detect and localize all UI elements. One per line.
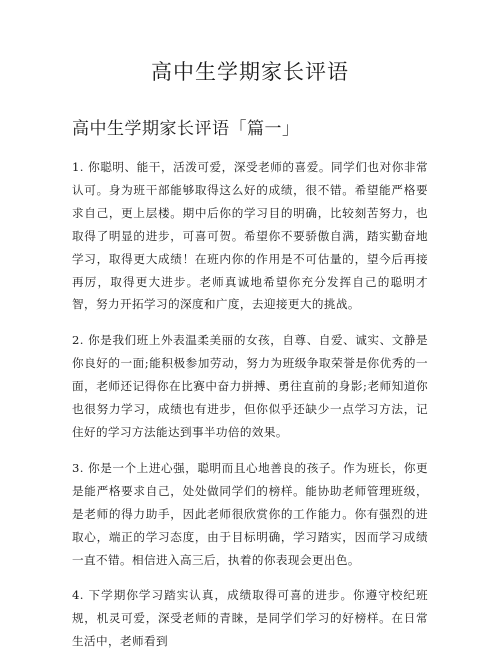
paragraph-2: 2. 你是我们班上外表温柔美丽的女孩，自尊、自爱、诚实、文静是你良好的一面;能积极参加劳动，努力为班级争取荣誉是你优秀的一面，老师还记得你在比赛中奋力拼搏、勇往直前的身影;老师知道你也很努力学习，成绩也有进步，但你似乎还缺少一点学习方法，记住好的学习方法能达到事半功倍的效果。: [72, 333, 428, 439]
paragraph-list: [72, 156, 428, 666]
document-title: 高中生学期家长评语: [151, 60, 349, 84]
paragraph-4: 4. 下学期你学习踏实认真，成绩取得可喜的进步。你遵守校纪班规，机灵可爱，深受老师的青睐，是同学们学习的好榜样。在日常生活中，老师看到: [72, 588, 428, 649]
paragraph-3: 3. 你是一个上进心强，聪明而且心地善良的孩子。作为班长，你更是能严格要求自己，处处做同学们的榜样。能协助老师管理班级，是老师的得力助手，因此老师很欣赏你的工作能力。你有强烈的进取心，端正的学习态度，由于目标明确，学习踏实，因而学习成绩一直不错。相信进入高三后，执着的你表现会更出色。: [72, 460, 428, 567]
paragraph-1: 1. 你聪明、能干，活泼可爱，深受老师的喜爱。同学们也对你非常认可。身为班干部能够取得这么好的成绩，很不错。希望能严格要求自己，更上层楼。期中后你的学习目的明确，比较刻苦努力，也取得了明显的进步，可喜可贺。希望你不要骄傲自满，踏实勤奋地学习，取得更大成绩！在班内你的作用是不可估量的，望今后再接再厉，取得更大进步。老师真诚地希望你充分发挥自己的聪明才智，努力开拓学习的深度和广度，去迎接更大的挑战。: [72, 160, 428, 312]
section-heading: 高中生学期家长评语「篇一」: [72, 119, 300, 139]
